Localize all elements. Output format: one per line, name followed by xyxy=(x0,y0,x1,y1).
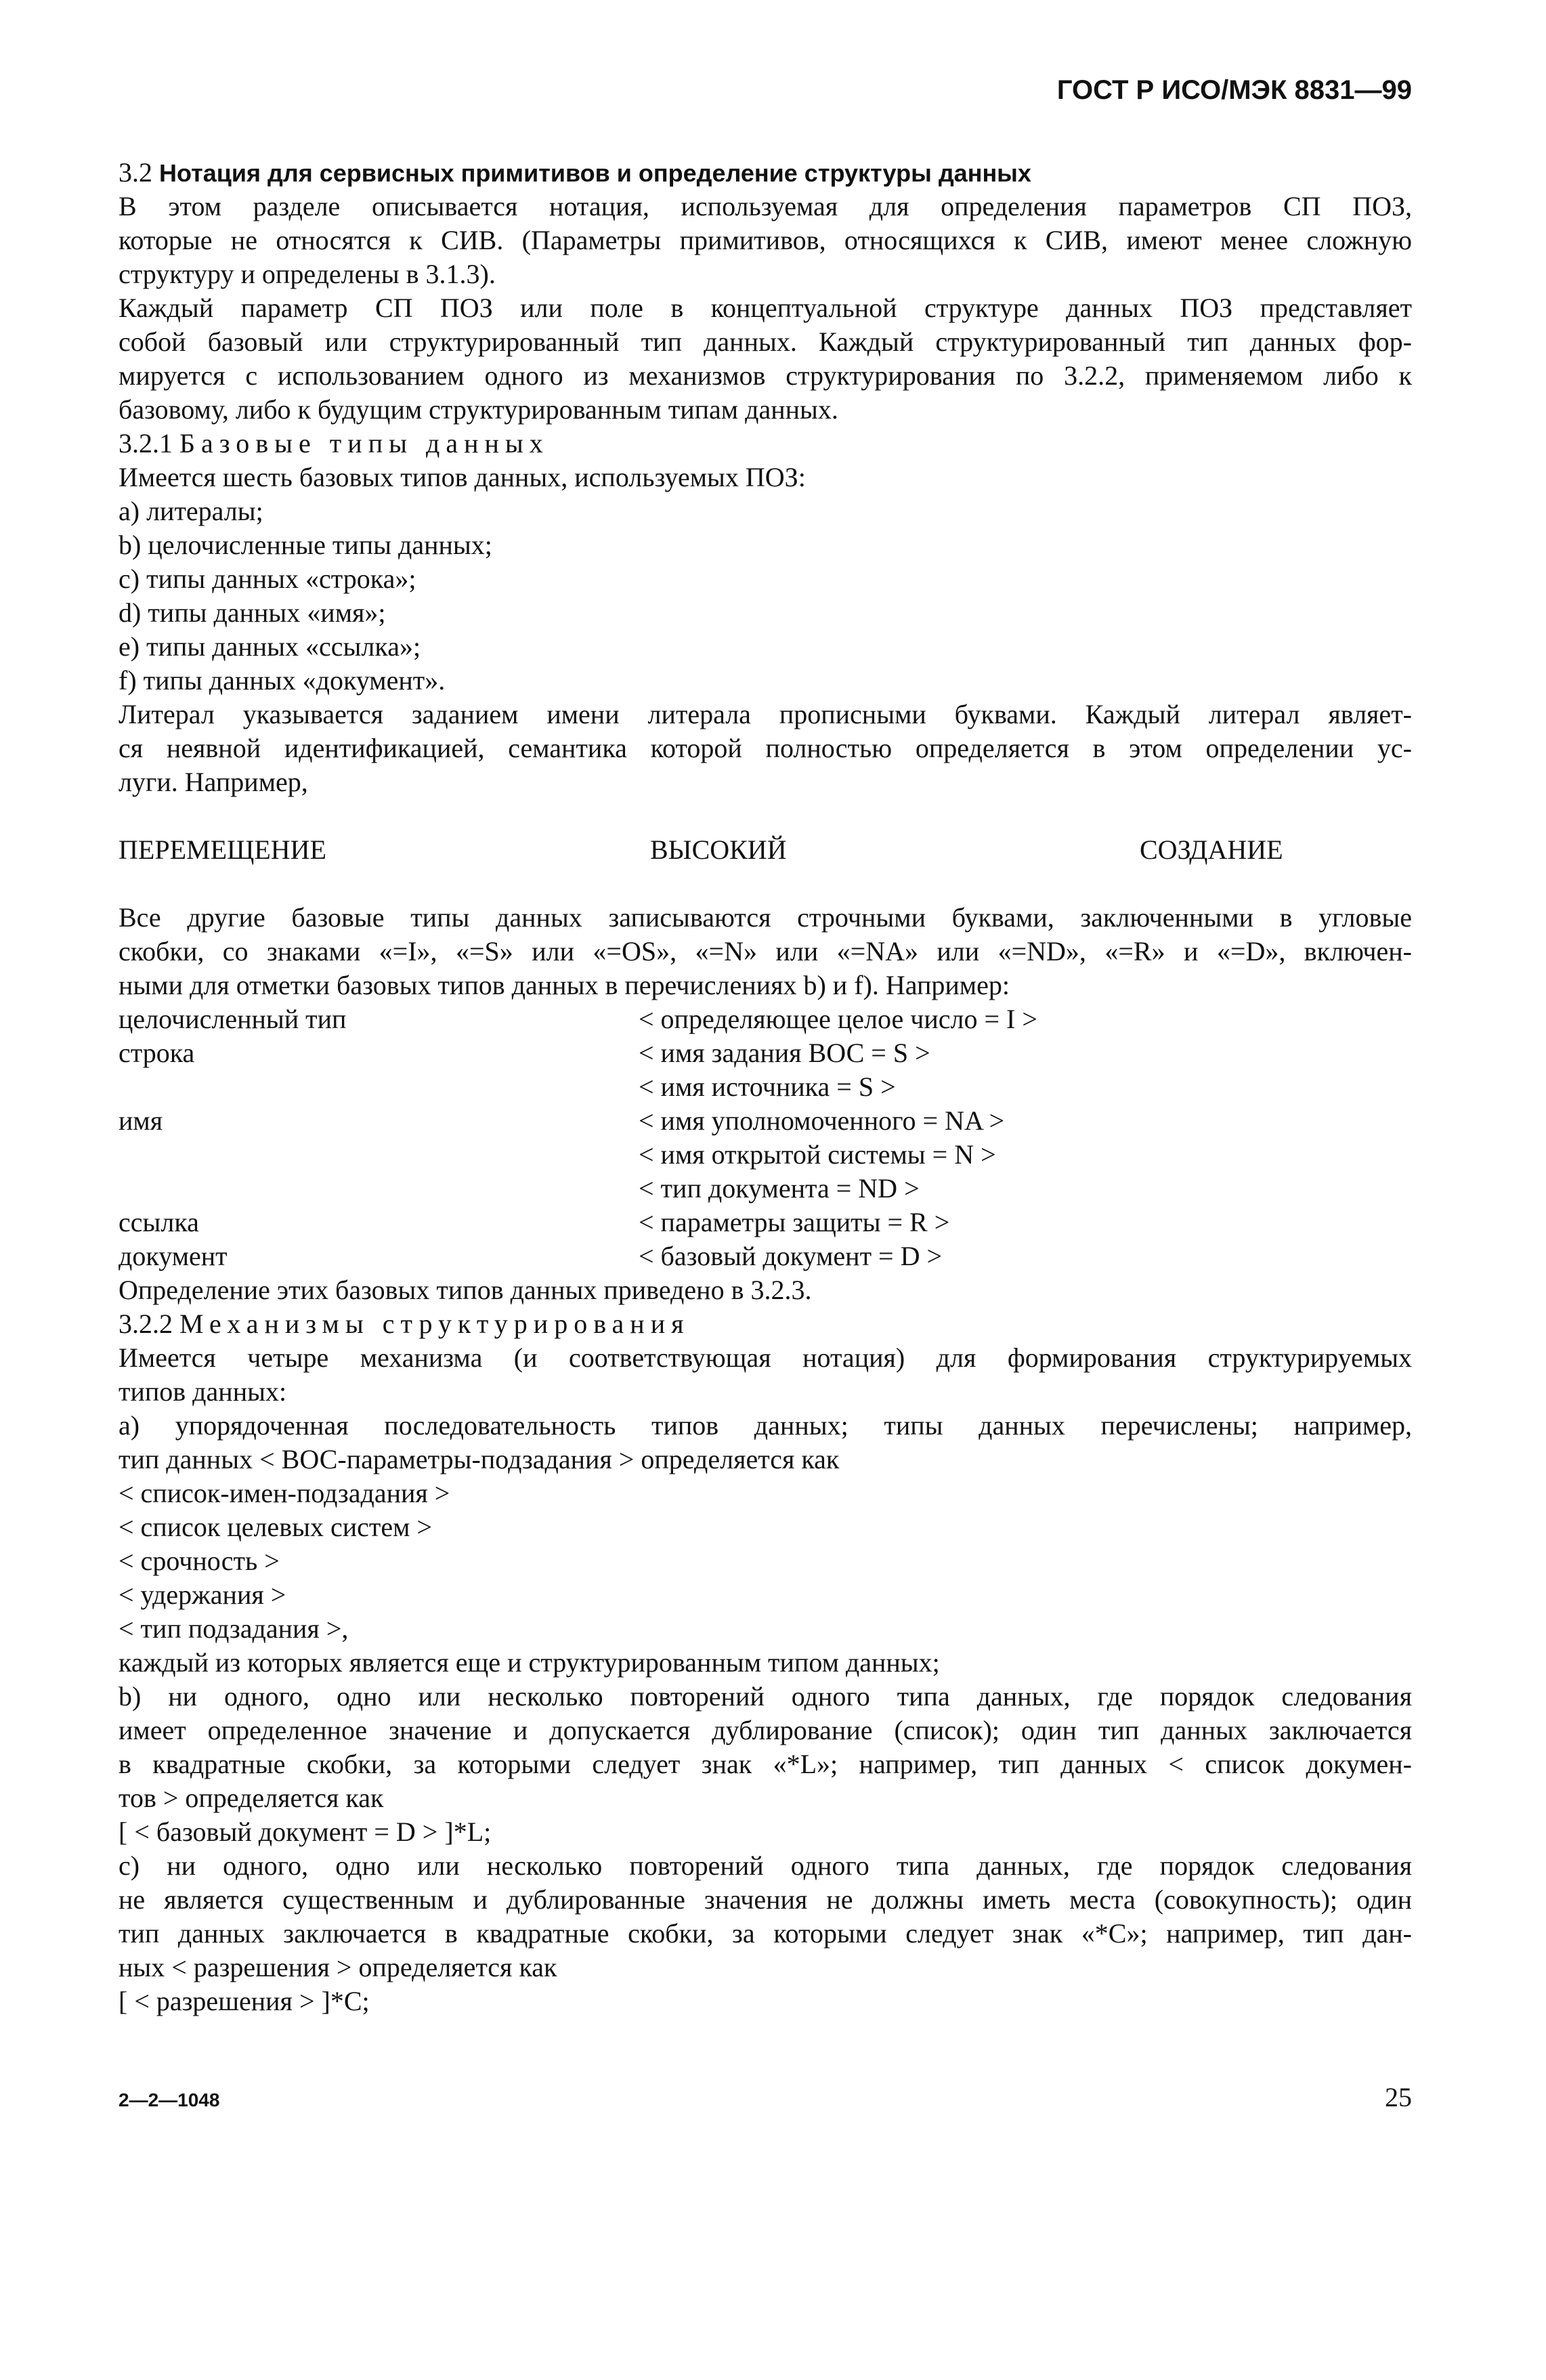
paragraph-line: базовому, либо к будущим структурированным типам данных. xyxy=(119,394,838,425)
paragraph-line: тов > определяется как xyxy=(119,1783,384,1813)
list-item: a) литералы; xyxy=(119,496,263,526)
example-type-label: целочисленный тип xyxy=(119,1004,347,1034)
paragraph-line: в квадратные скобки, за которыми следует знак «*L»; например, тип данных < список докумен- xyxy=(119,1749,1412,1779)
subsection-title: Базовые типы данных xyxy=(179,428,549,459)
paragraph-line: ся неявной идентификацией, семантика которой полностью определяется в этом определении ус- xyxy=(119,733,1412,763)
paragraph-line: Каждый параметр СП ПОЗ или поле в концептуальной структуре данных ПОЗ представляет xyxy=(119,293,1412,323)
paragraph-line: скобки, со знаками «=I», «=S» или «=OS», «=N» или «=NA» или «=ND», «=R» и «=D», включен- xyxy=(119,936,1412,966)
example-type-value: < тип документа = ND > xyxy=(639,1173,920,1204)
paragraph-line: Все другие базовые типы данных записываются строчными буквами, заключенными в угловые xyxy=(119,902,1412,933)
list-item: e) типы данных «ссылка»; xyxy=(119,631,421,662)
footer-code: 2—2—1048 xyxy=(119,2089,220,2110)
example-type-value: < базовый документ = D > xyxy=(639,1241,943,1271)
example-type-value: < имя задания ВОС = S > xyxy=(639,1038,930,1068)
paragraph-line: мируется с использованием одного из механизмов структурирования по 3.2.2, применяемом либо к xyxy=(119,360,1412,391)
page-header: ГОСТ Р ИСО/МЭК 8831—99 xyxy=(1056,75,1412,105)
list-item: b) целочисленные типы данных; xyxy=(119,530,492,560)
paragraph-line: собой базовый или структурированный тип данных. Каждый структурированный тип данных фор- xyxy=(119,326,1412,357)
subsection-heading xyxy=(119,427,1412,461)
paragraph-line: Литерал указывается заданием имени литерала прописными буквами. Каждый литерал являет- xyxy=(119,699,1412,729)
paragraph-line: Определение этих базовых типов данных приведено в 3.2.3. xyxy=(119,1275,812,1305)
sequence-item: < срочность > xyxy=(119,1546,280,1576)
notation-example: [ < базовый документ = D > ]*L; xyxy=(119,1816,492,1847)
literal-example: ВЫСОКИЙ xyxy=(650,834,787,865)
example-type-label: имя xyxy=(119,1105,163,1136)
paragraph-line: а) упорядоченная последовательность типов данных; типы данных перечислены; например, xyxy=(119,1410,1412,1441)
list-item: d) типы данных «имя»; xyxy=(119,597,386,628)
paragraph-line: ными для отметки базовых типов данных в перечислениях b) и f). Например: xyxy=(119,970,1010,1000)
subsection-title: Механизмы структурирования xyxy=(179,1309,690,1339)
paragraph-line: луги. Например, xyxy=(119,767,308,797)
list-item: f) типы данных «документ». xyxy=(119,665,446,696)
list-item: c) типы данных «строка»; xyxy=(119,564,416,594)
example-type-value: < имя открытой системы = N > xyxy=(639,1139,996,1170)
example-type-value: < имя источника = S > xyxy=(639,1071,896,1102)
paragraph-line: b) ни одного, одно или несколько повторений одного типа данных, где порядок следования xyxy=(119,1681,1412,1712)
notation-example: [ < разрешения > ]*C; xyxy=(119,1986,370,2016)
example-type-value: < имя уполномоченного = NA > xyxy=(639,1105,1005,1136)
paragraph-line: тип данных заключается в квадратные скобки, за которыми следует знак «*C»; например, тип дан- xyxy=(119,1918,1412,1949)
paragraph-line: структуру и определены в 3.1.3). xyxy=(119,259,496,289)
paragraph-line: не является существенным и дублированные значения не должны иметь места (совокупность); один xyxy=(119,1884,1412,1915)
paragraph-line: c) ни одного, одно или несколько повторений одного типа данных, где порядок следования xyxy=(119,1850,1412,1881)
literal-example: СОЗДАНИЕ xyxy=(1140,834,1283,865)
example-type-label: строка xyxy=(119,1038,195,1068)
section-title: Нотация для сервисных примитивов и определение структуры данных xyxy=(159,159,1031,187)
sequence-item: < удержания > xyxy=(119,1579,286,1610)
paragraph-line: В этом разделе описывается нотация, используемая для определения параметров СП ПОЗ, xyxy=(119,191,1412,221)
paragraph-line: каждый из которых является еще и структурированным типом данных; xyxy=(119,1647,940,1678)
sequence-item: < список-имен-подзадания > xyxy=(119,1478,450,1508)
paragraph-line: типов данных: xyxy=(119,1376,287,1407)
paragraph-line: тип данных < ВОС-параметры-подзадания > определяется как xyxy=(119,1444,840,1474)
paragraph-line: Имеется четыре механизма (и соответствующая нотация) для формирования структурируемых xyxy=(119,1342,1412,1373)
example-type-label: ссылка xyxy=(119,1207,199,1237)
sequence-item: < список целевых систем > xyxy=(119,1512,432,1542)
sequence-item: < тип подзадания >, xyxy=(119,1613,349,1644)
paragraph-line: Имеется шесть базовых типов данных, используемых ПОЗ: xyxy=(119,462,806,492)
example-type-value: < определяющее целое число = I > xyxy=(639,1004,1037,1034)
paragraph-line: которые не относятся к СИВ. (Параметры примитивов, относящихся к СИВ, имеют менее сложную xyxy=(119,225,1412,255)
section-heading xyxy=(119,156,1412,190)
subsection-number: 3.2.2 xyxy=(119,1309,173,1339)
subsection-heading xyxy=(119,1307,1412,1341)
section-number: 3.2 xyxy=(119,157,152,188)
page-number: 25 xyxy=(1385,2082,1412,2112)
literal-example: ПЕРЕМЕЩЕНИЕ xyxy=(119,834,326,865)
example-type-value: < параметры защиты = R > xyxy=(639,1207,950,1237)
example-type-label: документ xyxy=(119,1241,228,1271)
paragraph-line: имеет определенное значение и допускается дублирование (список); один тип данных заключается xyxy=(119,1715,1412,1745)
paragraph-line: ных < разрешения > определяется как xyxy=(119,1952,557,1982)
subsection-number: 3.2.1 xyxy=(119,428,173,459)
